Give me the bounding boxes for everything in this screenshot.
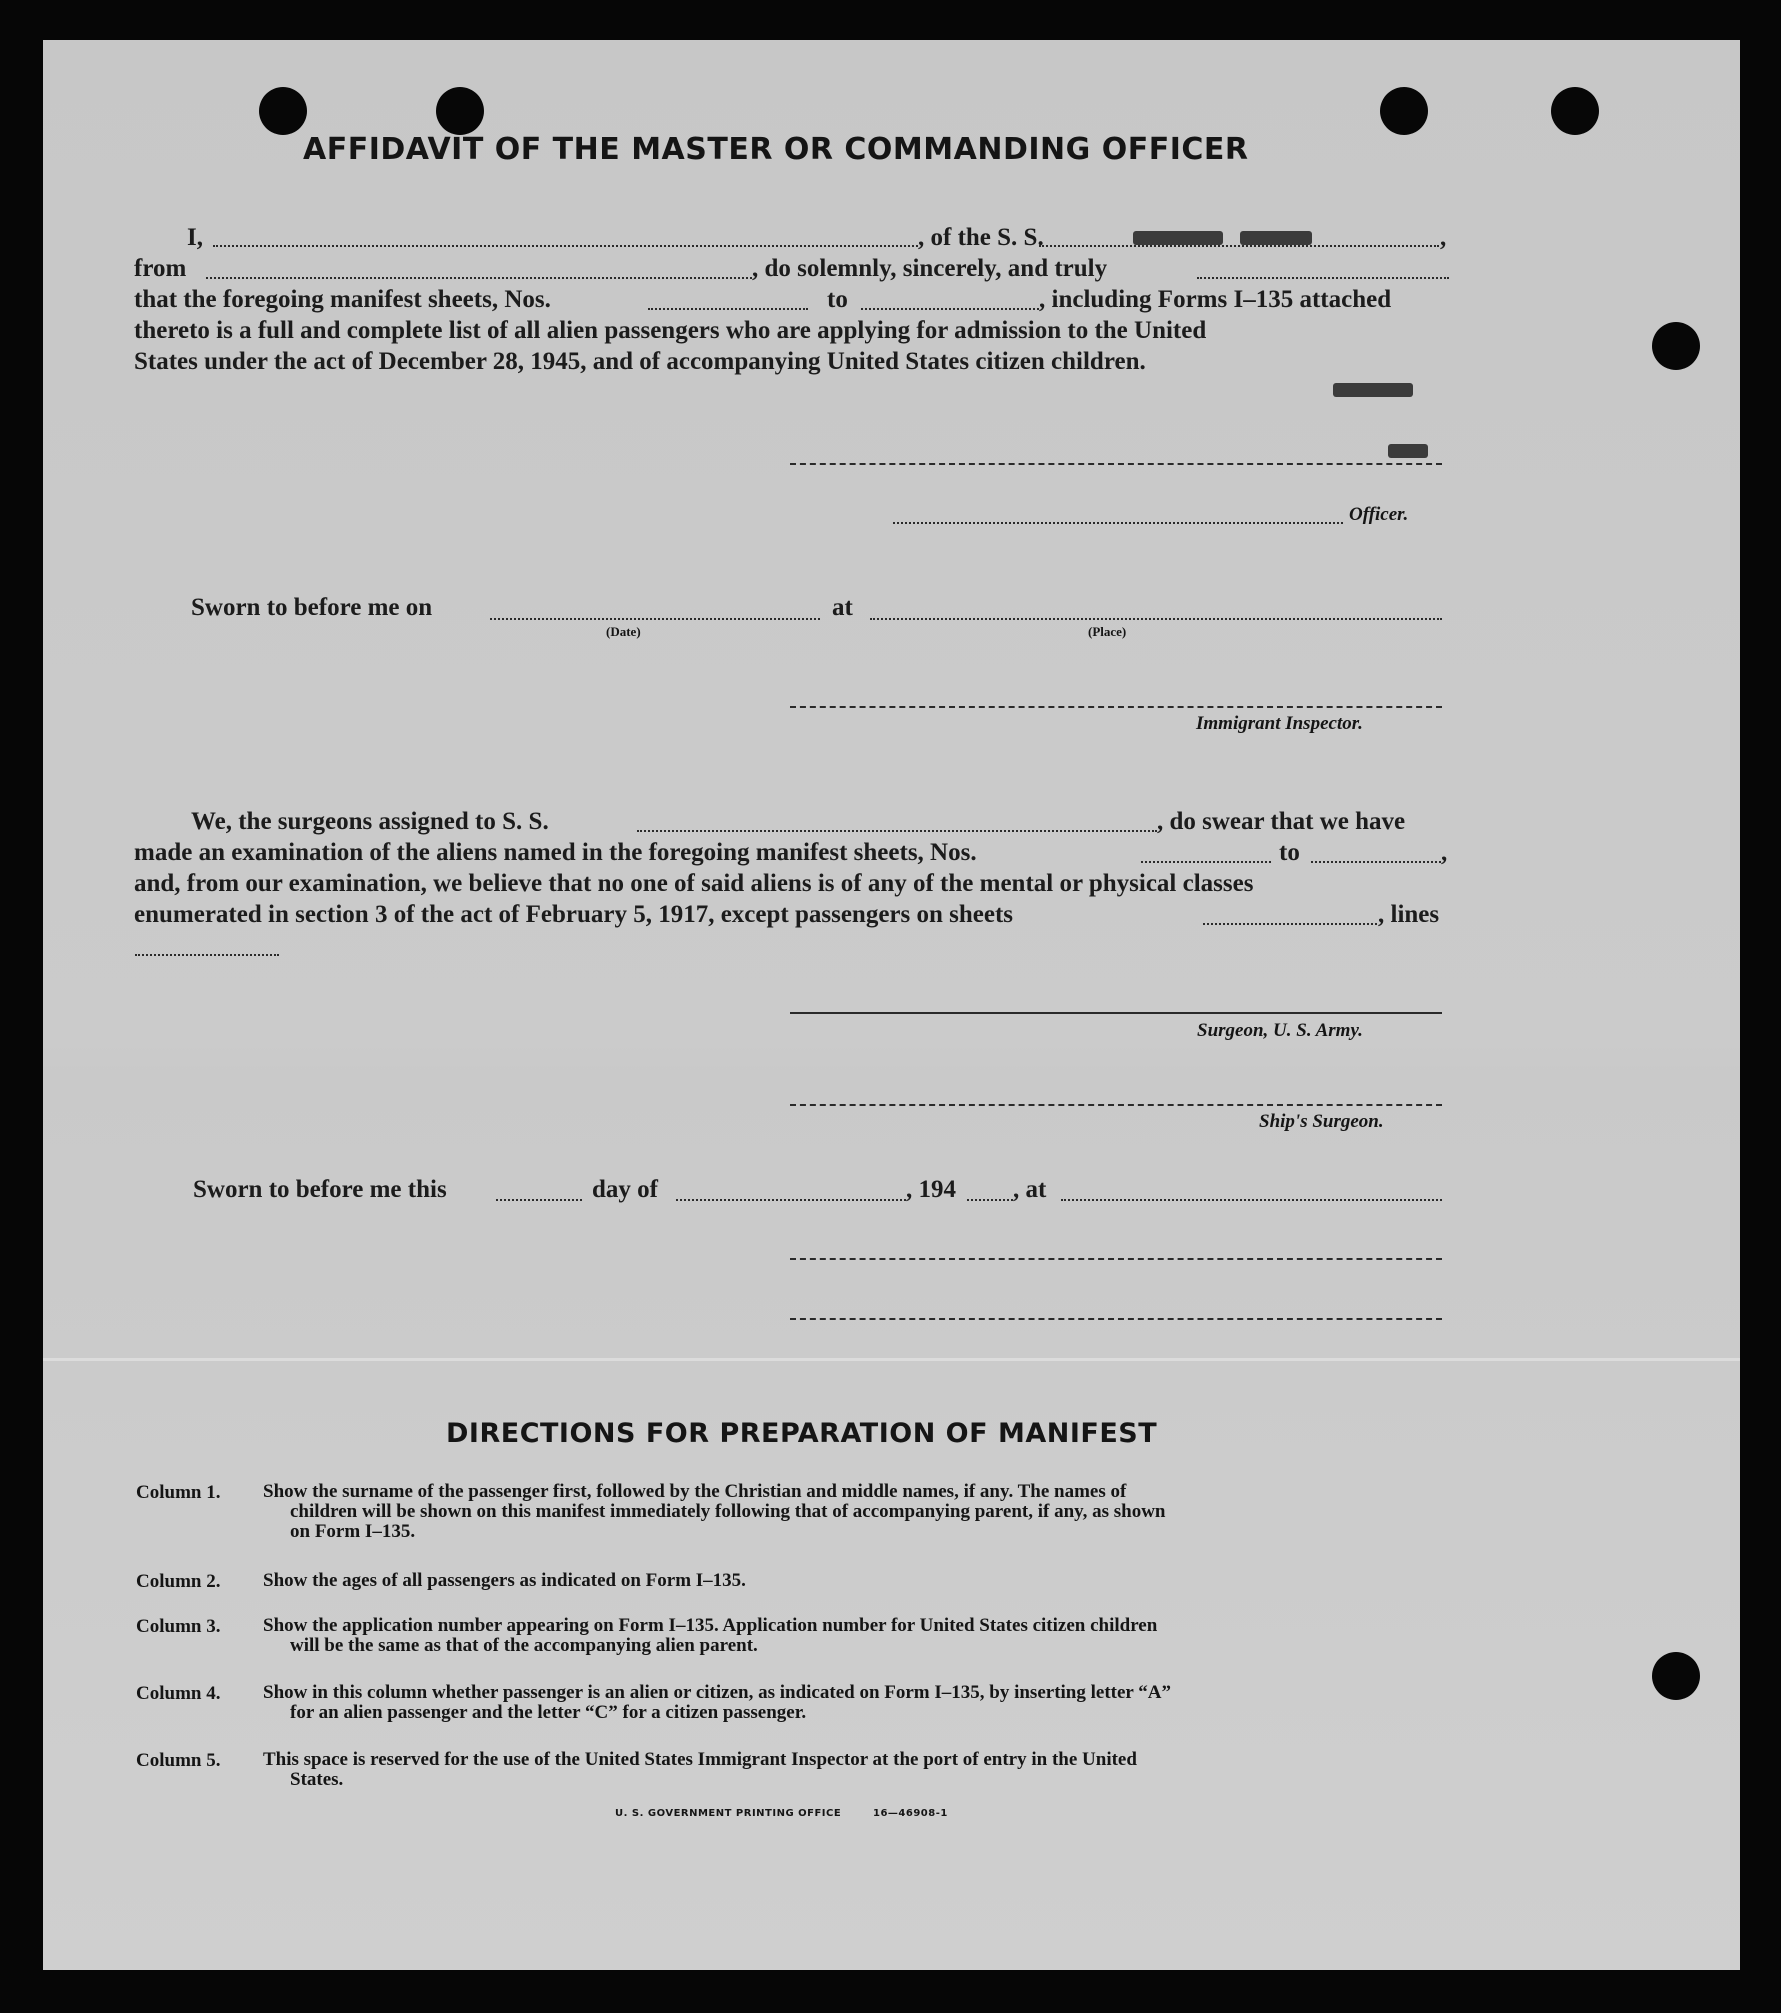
printer-imprint: U. S. GOVERNMENT PRINTING OFFICE [615, 1808, 842, 1819]
officer-name-field[interactable] [893, 522, 1343, 524]
affidavit-row3-end: , including Forms I–135 attached [1039, 286, 1392, 313]
surgeons-row2-start: made an examination of the aliens named in the foregoing manifest sheets, Nos. [134, 839, 977, 866]
excepted-lines-field[interactable] [135, 954, 279, 956]
sworn-this-text: Sworn to before me this [193, 1176, 447, 1203]
column-5-line-1: This space is reserved for the use of the United States Immigrant Inspector at the port of entry in the United [263, 1749, 1137, 1770]
stamp-redaction [1333, 383, 1413, 397]
punch-hole [1551, 87, 1599, 135]
punch-hole [1380, 87, 1428, 135]
affirmation-field[interactable] [1197, 277, 1449, 279]
surgeons-ship-field[interactable] [637, 830, 1157, 832]
officiant-signature-line-2[interactable] [790, 1318, 1442, 1320]
master-name-field[interactable] [213, 245, 918, 247]
column-5-text [263, 1750, 1453, 1790]
ship-name-field[interactable] [1039, 245, 1439, 247]
day-of-text: day of [592, 1176, 658, 1203]
sworn-month-field[interactable] [676, 1199, 906, 1201]
sworn-at-text-2: , at [1013, 1176, 1047, 1203]
ship-surgeon-label: Ship's Surgeon. [1259, 1111, 1384, 1132]
year-prefix-text: , 194 [906, 1176, 956, 1203]
affidavit-row1-mid: , of the S. S. [918, 224, 1044, 251]
surgeons-row2-end: , [1441, 839, 1448, 866]
army-surgeon-label: Surgeon, U. S. Army. [1197, 1020, 1363, 1041]
directions-title: DIRECTIONS FOR PREPARATION OF MANIFEST [446, 1418, 1158, 1449]
sworn-day-field[interactable] [496, 1199, 582, 1201]
surgeons-row3: and, from our examination, we believe that no one of said aliens is of any of the mental or physical classes [134, 870, 1254, 897]
column-1-text [263, 1482, 1453, 1542]
punch-hole [1652, 322, 1700, 370]
exam-sheets-from-field[interactable] [1141, 861, 1271, 863]
punch-hole [259, 87, 307, 135]
punch-hole [1652, 1652, 1700, 1700]
sworn-at-text: at [832, 594, 853, 621]
affidavit-row5: States under the act of December 28, 1945, and of accompanying United States citizen children. [134, 348, 1146, 375]
punch-hole [436, 87, 484, 135]
column-3-text [263, 1616, 1453, 1656]
column-3-line-1: Show the application number appearing on Form I–135. Application number for United States citizen children [263, 1615, 1158, 1636]
column-3-line-2: will be the same as that of the accompanying alien parent. [290, 1635, 758, 1656]
form-code: 16—46908-1 [873, 1808, 948, 1819]
exam-sheets-to-field[interactable] [1311, 861, 1441, 863]
surgeons-row1-start: We, the surgeons assigned to S. S. [191, 808, 549, 835]
column-5-label: Column 5. [136, 1750, 221, 1771]
place-caption: (Place) [1088, 624, 1127, 639]
surgeons-row2-mid: to [1279, 839, 1300, 866]
sheets-to-field[interactable] [861, 308, 1039, 310]
column-4-line-1: Show in this column whether passenger is an alien or citizen, as indicated on Form I–135, by inserting letter “A” [263, 1682, 1171, 1703]
column-2-label: Column 2. [136, 1571, 221, 1592]
affidavit-row3-mid: to [827, 286, 848, 313]
sworn-place-field[interactable] [870, 618, 1442, 620]
officer-label: Officer. [1349, 504, 1409, 525]
sworn-place-field-2[interactable] [1061, 1199, 1442, 1201]
from-port-field[interactable] [206, 277, 752, 279]
column-4-text [263, 1683, 1453, 1723]
column-2-text [263, 1571, 1453, 1591]
sheets-from-field[interactable] [648, 308, 808, 310]
column-4-label: Column 4. [136, 1683, 221, 1704]
officiant-signature-line-1[interactable] [790, 1258, 1442, 1260]
column-1-line-2: children will be shown on this manifest immediately following that of accompanying parent, if any, as shown [290, 1501, 1166, 1522]
sworn-before-on-text: Sworn to before me on [191, 594, 433, 621]
column-1-line-3: on Form I–135. [290, 1521, 416, 1542]
excepted-sheets-field[interactable] [1203, 923, 1377, 925]
column-4-line-2: for an alien passenger and the letter “C” for a citizen passenger. [290, 1702, 807, 1723]
column-2-line-1: Show the ages of all passengers as indicated on Form I–135. [263, 1570, 746, 1591]
affidavit-title: AFFIDAVIT OF THE MASTER OR COMMANDING OFFICER [303, 132, 1249, 167]
ship-surgeon-signature-line[interactable] [790, 1104, 1442, 1106]
affidavit-row3-start: that the foregoing manifest sheets, Nos. [134, 286, 551, 313]
column-5-line-2: States. [290, 1769, 344, 1790]
column-1-line-1: Show the surname of the passenger first, followed by the Christian and middle names, if any. The names of [263, 1481, 1127, 1502]
master-signature-line[interactable] [790, 463, 1442, 465]
inspector-signature-line[interactable] [790, 706, 1442, 708]
immigrant-inspector-label: Immigrant Inspector. [1196, 713, 1363, 734]
signature-redaction [1388, 444, 1428, 458]
surgeons-row1-end: , do swear that we have [1157, 808, 1406, 835]
affidavit-row2-mid: , do solemnly, sincerely, and truly [752, 255, 1108, 282]
paper-fold-crease [43, 1358, 1740, 1361]
manifest-form-sheet [43, 40, 1740, 1970]
column-3-label: Column 3. [136, 1616, 221, 1637]
surgeons-row4-end: , lines [1378, 901, 1440, 928]
affidavit-row2-start: from [134, 255, 187, 282]
ship-name-redaction [1240, 231, 1312, 245]
affidavit-row1-start: I, [187, 224, 203, 251]
sworn-date-field[interactable] [490, 618, 820, 620]
affidavit-row1-end: , [1440, 224, 1447, 251]
sworn-year-field[interactable] [967, 1199, 1013, 1201]
surgeons-row4-start: enumerated in section 3 of the act of February 5, 1917, except passengers on sheets [134, 901, 1014, 928]
date-caption: (Date) [606, 624, 641, 639]
ship-name-redaction [1133, 231, 1223, 245]
affidavit-row4: thereto is a full and complete list of all alien passengers who are applying for admission to the United [134, 317, 1207, 344]
column-1-label: Column 1. [136, 1482, 221, 1503]
army-surgeon-signature-line[interactable] [790, 1012, 1442, 1014]
